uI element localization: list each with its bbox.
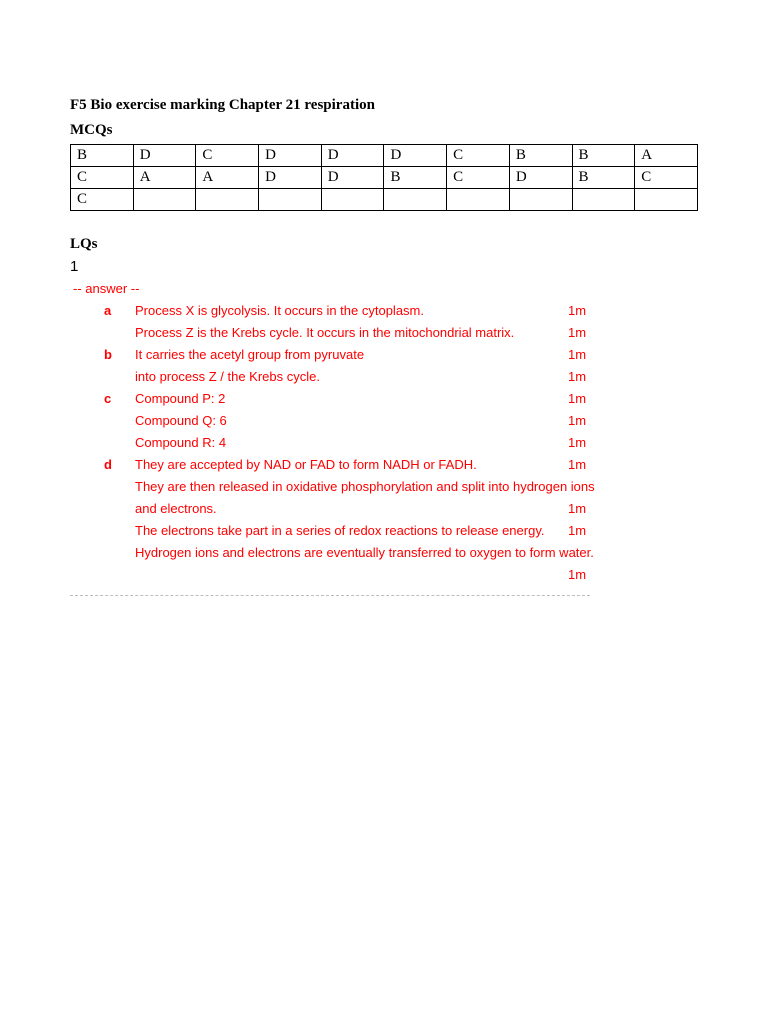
answer-line: [0, 520, 768, 542]
mcq-cell: [447, 189, 510, 211]
mcq-row: [71, 189, 698, 211]
mcq-heading: MCQs: [70, 122, 113, 138]
mcq-cell: B: [572, 145, 635, 167]
answer-mark: 1m: [568, 303, 587, 318]
answer-line: [0, 432, 768, 454]
mcq-cell: C: [196, 145, 259, 167]
mcq-cell: [196, 189, 259, 211]
answer-lines: [0, 300, 768, 586]
mcq-cell: D: [321, 145, 384, 167]
page-title: F5 Bio exercise marking Chapter 21 respiration: [70, 97, 375, 113]
answer-heading: -- answer --: [73, 281, 140, 296]
answer-line: [0, 564, 768, 586]
mcq-cell: B: [71, 145, 134, 167]
answer-text: into process Z / the Krebs cycle.: [135, 369, 320, 384]
divider-line: [70, 595, 590, 596]
mcq-cell: C: [635, 167, 698, 189]
answer-text: It carries the acetyl group from pyruvate: [135, 347, 365, 362]
mcq-cell: C: [71, 189, 134, 211]
answer-mark: 1m: [568, 413, 587, 428]
mcq-cell: B: [384, 167, 447, 189]
answer-part-label: b: [104, 347, 112, 362]
mcq-cell: [133, 189, 196, 211]
mcq-row: [71, 167, 698, 189]
answer-line: [0, 388, 768, 410]
lq-heading: LQs: [70, 236, 98, 252]
answer-line: [0, 344, 768, 366]
mcq-cell: A: [635, 145, 698, 167]
answer-line: [0, 498, 768, 520]
answer-mark: 1m: [568, 325, 587, 340]
mcq-cell: [384, 189, 447, 211]
answer-mark: 1m: [568, 523, 587, 538]
answer-line: [0, 476, 768, 498]
mcq-cell: [259, 189, 322, 211]
answer-text: Compound Q: 6: [135, 413, 227, 428]
answer-mark: 1m: [568, 391, 587, 406]
answer-line: [0, 410, 768, 432]
mcq-answer-table: [70, 144, 698, 211]
mcq-cell: [321, 189, 384, 211]
answer-mark: 1m: [568, 369, 587, 384]
mcq-cell: D: [509, 167, 572, 189]
question-number: 1: [70, 258, 79, 275]
answer-text: Compound R: 4: [135, 435, 227, 450]
mcq-cell: D: [321, 167, 384, 189]
mcq-cell: A: [133, 167, 196, 189]
answer-mark: 1m: [568, 457, 587, 472]
answer-line: [0, 322, 768, 344]
mcq-cell: B: [509, 145, 572, 167]
answer-text: Process X is glycolysis. It occurs in the cytoplasm.: [135, 303, 424, 318]
answer-mark: 1m: [568, 347, 587, 362]
answer-line: [0, 454, 768, 476]
answer-mark: 1m: [568, 435, 587, 450]
mcq-cell: C: [447, 167, 510, 189]
answer-text: They are accepted by NAD or FAD to form NADH or FADH.: [135, 457, 477, 472]
mcq-cell: C: [447, 145, 510, 167]
answer-mark: 1m: [568, 501, 587, 516]
answer-part-label: c: [104, 391, 112, 406]
mcq-cell: B: [572, 167, 635, 189]
answer-line: [0, 366, 768, 388]
answer-text: Process Z is the Krebs cycle. It occurs in the mitochondrial matrix.: [135, 325, 515, 340]
answer-part-label: a: [104, 303, 112, 318]
answer-line: [0, 300, 768, 322]
mcq-row: [71, 145, 698, 167]
answer-text: They are then released in oxidative phosphorylation and split into hydrogen ions: [135, 479, 595, 494]
answer-text: The electrons take part in a series of redox reactions to release energy.: [135, 523, 545, 538]
mcq-cell: D: [133, 145, 196, 167]
answer-text: Hydrogen ions and electrons are eventually transferred to oxygen to form water.: [135, 545, 594, 560]
answer-mark: 1m: [568, 567, 587, 582]
mcq-cell: [572, 189, 635, 211]
mcq-cell: D: [259, 145, 322, 167]
mcq-cell: D: [384, 145, 447, 167]
mcq-cell: [509, 189, 572, 211]
mcq-cell: A: [196, 167, 259, 189]
answer-part-label: d: [104, 457, 112, 472]
mcq-cell: C: [71, 167, 134, 189]
answer-text: and electrons.: [135, 501, 217, 516]
mcq-cell: D: [259, 167, 322, 189]
mcq-cell: [635, 189, 698, 211]
answer-line: [0, 542, 768, 564]
answer-text: Compound P: 2: [135, 391, 226, 406]
